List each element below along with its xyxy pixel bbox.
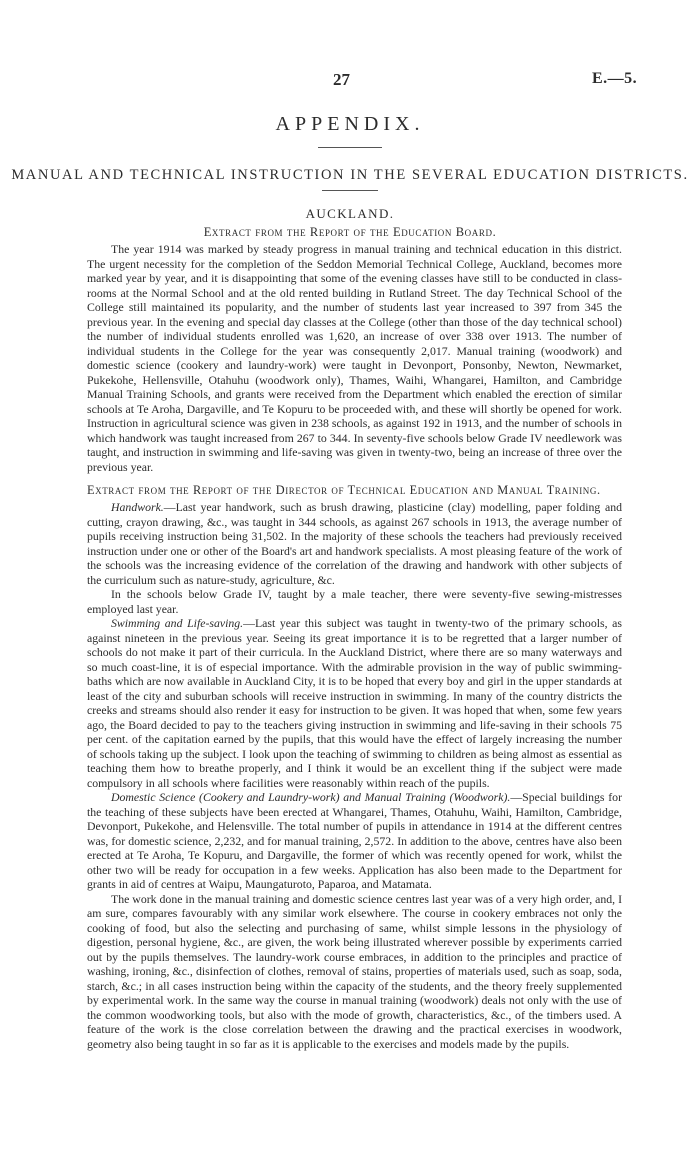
section-subtitle: MANUAL AND TECHNICAL INSTRUCTION IN THE SEVERAL EDUCATION DISTRICTS. (11, 167, 689, 183)
domestic-science-label: Domestic Science (Cookery and Laundry-work) and Manual Training (Woodwork). (111, 790, 511, 804)
appendix-title: APPENDIX. (275, 113, 425, 135)
paragraph-handwork (87, 500, 622, 587)
page-number: 27 (333, 70, 350, 89)
page-header (0, 70, 700, 90)
domestic-science-text: —Special buildings for the teaching of these subjects have been erected at Whangarei, Thames, Otahuhu, Waihi, Hamilton, Cambridge, Devonport, Pukekohe, and Helensville. The total number of pupils in attendance in 1914 at the different centres was, for domestic science, 2,232, and for manual training, 2,572. In addition to the above, centres have also been erected at Te Aroha, Te Kopuru, and Dargaville, the former of which was recently opened for work, whilst the other two will be ready for occupation in a few weeks. Application has also been made to the Department for grants in aid of centres at Waipu, Maungaturoto, Paparoa, and Matamata. (87, 790, 622, 891)
board-extract-heading: Extract from the Report of the Education Board. (203, 225, 497, 239)
director-extract-heading: Extract from the Report of the Director of Technical Education and Manual Training. (87, 483, 601, 497)
board-extract-body (87, 242, 622, 474)
swimming-label: Swimming and Life-saving. (111, 616, 244, 630)
paragraph-swimming (87, 616, 622, 790)
handwork-text: —Last year handwork, such as brush drawing, plasticine (clay) modelling, paper folding and cutting, crayon drawing, &c., was taught in 344 schools, as against 267 schools in 1913, the average number of pupils receiving instruction being 31,502. In the majority of these schools the teachers had previously received instruction under one or other of the Board's art and handwork specialists. A most pleasing feature of the work of the schools was the increasing evidence of the correlation of the drawing and handwork with other subjects of the curriculum such as nature-study, agriculture, &c. (87, 500, 622, 587)
handwork-label: Handwork. (111, 500, 164, 514)
director-extract-body (87, 500, 622, 1051)
paragraph-sewing: In the schools below Grade IV, taught by a male teacher, there were seventy-five sewing-mistresses employed last year. (87, 587, 622, 616)
district-heading: AUCKLAND. (305, 206, 395, 221)
paragraph-centres-work: The work done in the manual training and domestic science centres last year was of a very high order, and, I am sure, compares favourably with any similar work elsewhere. The course in cookery embraces not only the cooking of food, but also the selecting and purchasing of same, whilst simple lessons in the physiology of digestion, personal hygiene, &c., are given, the work being illustrated wherever possible by experiments carried out by the pupils themselves. The laundry-work course embraces, in addition to the principles and practice of washing, ironing, &c., disinfection of clothes, removal of stains, properties of materials used, such as soap, soda, starch, &c.; in all cases instruction being within the capacity of the students, and the theory freely supplemented by experimental work. In the same way the course in manual training (woodwork) deals not only with the use of the common woodworking tools, but also with the mode of growth, characteristics, &c., of the timbers used. A feature of the work is the close correlation between the drawing and the practical exercises in woodwork, geometry also being taught in so far as it is applicable to the exercises and models made by the pupils. (87, 891, 622, 1051)
paragraph-domestic-science (87, 790, 622, 892)
swimming-text: —Last year this subject was taught in twenty-two of the primary schools, as against nineteen in the previous year. Seeing its great importance it is to be regretted that a larger number of schools do not make it part of their curricula. In the Auckland District, where there are so many waterways and so much coast-line, it is of especial importance. With the admirable provision in the way of public swimming-baths which are now available in Auckland City, it is to be hoped that every boy and girl in the upper standards at least of the city and suburban schools will receive instruction in swimming. In many of the country districts the creeks and streams should also render it easy for instruction to be given. It was hoped that when, some few years ago, the Board decided to pay to the teachers giving instruction in swimming and life-saving in their schools 75 per cent. of the capitation earned by the pupils, that this would have the effect of largely increasing the number of schools taking up the subject. I look upon the teaching of swimming to children as being almost as essential as teaching them how to breathe properly, and I think it would be an excellent thing if the subject were made compulsory in all schools where facilities were reasonably within reach of the pupils. (87, 616, 623, 790)
document-reference: E.—5. (592, 70, 638, 87)
title-rule (318, 147, 382, 148)
paragraph: The year 1914 was marked by steady progress in manual training and technical education in this district. The urgent necessity for the completion of the Seddon Memorial Technical College, Auckland, becomes more marked year by year, and it is disappointing that some of the evening classes have still to be conducted in class-rooms at the Normal School and at the old rented building in Rutland Street. The day Technical School of the College still maintained its popularity, and the number of students last year increased to 397 from 345 the previous year. In the evening and special day classes at the College (other than those of the day technical school) the number of individual students enrolled was 1,620, an increase of over 338 over 1913. The number of individual students in the College for the year was consequently 2,017. Manual training (woodwork) and domestic science (cookery and laundry-work) were taught in Devonport, Ponsonby, Newton, Newmarket, Pukekohe, Hellensville, Otahuhu (woodwork only), Thames, Waihi, Whangarei, Hamilton, and Cambridge Manual Training Schools, and grants were received from the Department which enabled the erection of similar schools at Te Aroha, Dargaville, and Te Kopuru to be proceeded with, and these will shortly be opened for work. Instruction in agricultural science was given in 238 schools, as against 192 in 1913, and the number of schools in which handwork was taught increased from 267 to 344. In seventy-five schools below Grade IV needlework was taught, and instruction in swimming and life-saving was given in twenty-two, being an increase of three over the previous year. (87, 242, 622, 474)
subtitle-rule (322, 190, 378, 191)
